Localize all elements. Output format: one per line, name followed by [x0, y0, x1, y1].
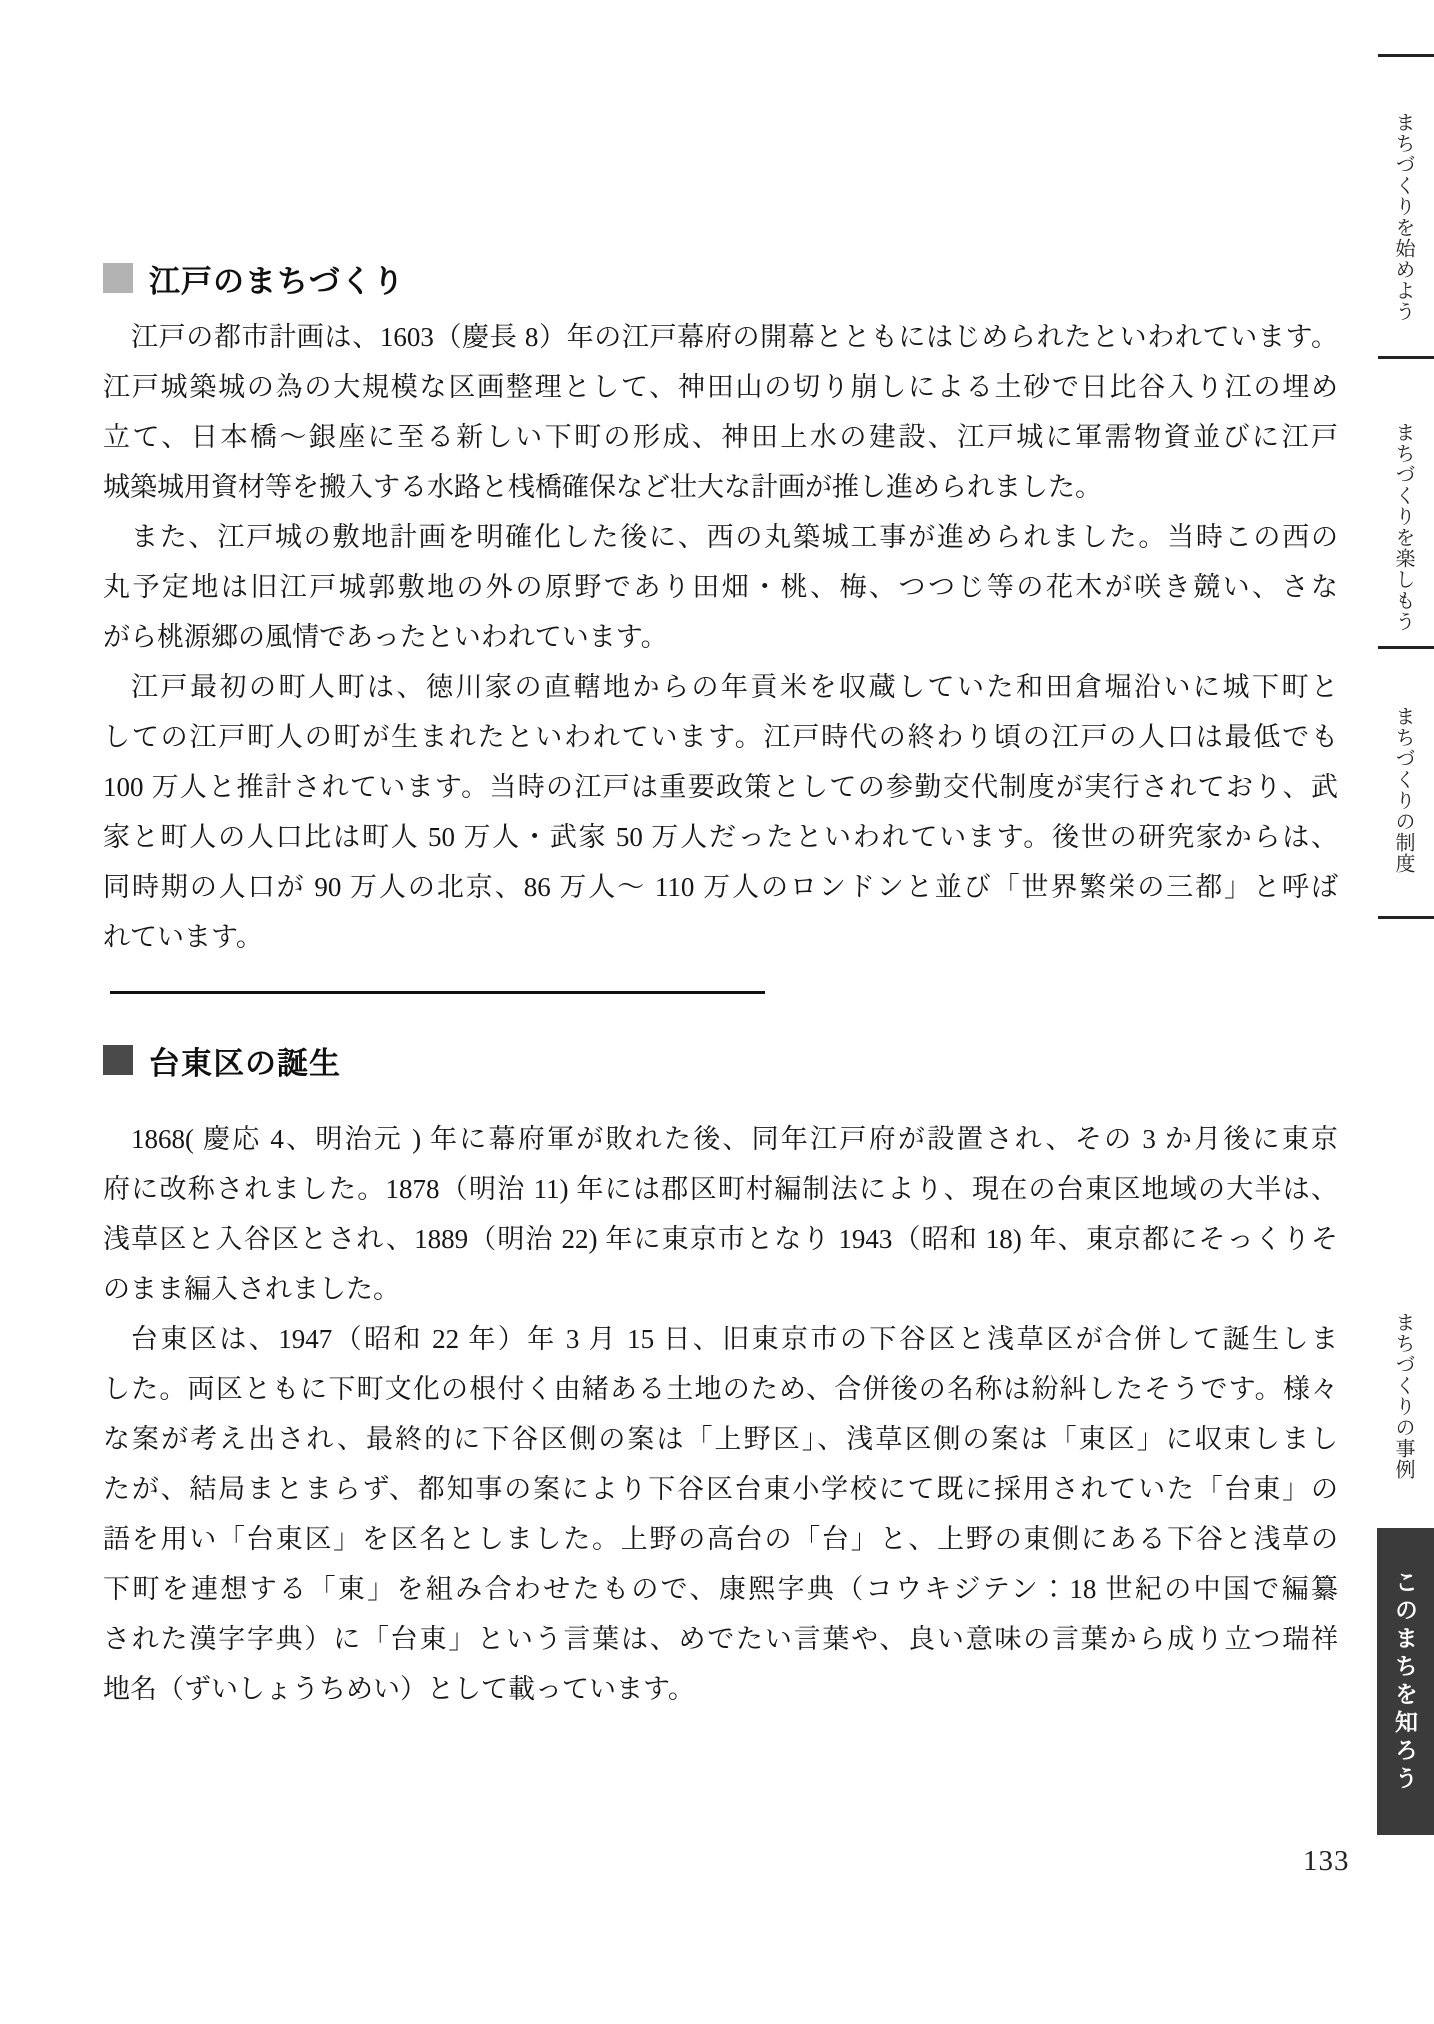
text-line: 家と町人の人口比は町人 50 万人・武家 50 万人だったといわれています。後世の研究家からは、	[103, 822, 1338, 852]
text-line: たが、結局まとまらず、都知事の案により下谷区台東小学校にて既に採用されていた「台東」の	[103, 1474, 1338, 1504]
sidebar-rule	[1378, 54, 1434, 57]
text-line: された漢字字典）に「台東」という言葉は、めでたい言葉や、良い意味の言葉から成り立つ瑞祥	[103, 1624, 1338, 1654]
text-line: な案が考え出され、最終的に下谷区側の案は「上野区」、浅草区側の案は「東区」に収束しまし	[103, 1424, 1338, 1454]
section-header	[103, 1038, 1338, 1082]
page-number: 133	[1303, 1845, 1350, 1877]
sidebar-tab-2: まちづくりの制度	[1392, 706, 1414, 874]
text-line: 江戸の都市計画は、1603（慶長 8）年の江戸幕府の開幕とともにはじめられたといわれています。	[131, 322, 1338, 352]
sidebar-tab-0: まちづくりを始めよう	[1392, 112, 1414, 322]
text-line: 同時期の人口が 90 万人の北京、86 万人～ 110 万人のロンドンと並び「世界繁栄の三都」と呼ば	[103, 872, 1338, 902]
text-line: のまま編入されました。	[103, 1274, 400, 1304]
text-line: 地名（ずいしょうちめい）として載っています。	[103, 1674, 695, 1704]
text-line: 江戸城築城の為の大規模な区画整理として、神田山の切り崩しによる土砂で日比谷入り江の埋め	[103, 372, 1338, 402]
text-line: また、江戸城の敷地計画を明確化した後に、西の丸築城工事が進められました。当時この西の	[131, 522, 1338, 552]
paragraph	[103, 1314, 1338, 1714]
section-0	[103, 256, 1338, 962]
edge-tab-sidebar	[1377, 0, 1434, 2024]
text-line: 台東区は、1947（昭和 22 年）年 3 月 15 日、旧東京市の下谷区と浅草区が合併して誕生しま	[131, 1324, 1338, 1354]
section-bullet-square	[103, 263, 133, 293]
text-line: 江戸最初の町人町は、徳川家の直轄地からの年貢米を収蔵していた和田倉堀沿いに城下町と	[131, 672, 1338, 702]
text-line: 100 万人と推計されています。当時の江戸は重要政策としての参勤交代制度が実行されており、武	[103, 772, 1338, 802]
text-line: した。両区ともに下町文化の根付く由緒ある土地のため、合併後の名称は紛糾したそうです。様々	[103, 1374, 1338, 1404]
paragraph	[103, 512, 1338, 662]
text-line: 府に改称されました。1878（明治 11) 年には郡区町村編制法により、現在の台東区地域の大半は、	[103, 1174, 1338, 1204]
paragraph	[103, 1114, 1338, 1314]
sidebar-tab-3: まちづくりの事例	[1392, 1312, 1414, 1480]
text-line: 語を用い「台東区」を区名としました。上野の高台の「台」と、上野の東側にある下谷と浅草の	[103, 1524, 1338, 1554]
text-line: 立て、日本橋～銀座に至る新しい下町の形成、神田上水の建設、江戸城に軍需物資並びに江戸	[103, 422, 1338, 452]
section-paragraphs	[103, 312, 1338, 962]
text-line: 城築城用資材等を搬入する水路と桟橋確保など壮大な計画が推し進められました。	[103, 472, 1102, 502]
text-line: 下町を連想する「東」を組み合わせたもので、康熙字典（コウキジテン：18 世紀の中国で編纂	[103, 1574, 1338, 1604]
paragraph	[103, 312, 1338, 512]
section-header	[103, 256, 1338, 300]
section-title: 江戸のまちづくり	[149, 263, 405, 299]
text-line: 丸予定地は旧江戸城郭敷地の外の原野であり田畑・桃、梅、つつじ等の花木が咲き競い、さな	[103, 572, 1338, 602]
sidebar-rule	[1378, 356, 1434, 359]
section-divider-rule	[110, 991, 765, 994]
text-line: れています。	[103, 922, 263, 952]
paragraph	[103, 662, 1338, 962]
text-line: がら桃源郷の風情であったといわれています。	[103, 622, 668, 652]
sidebar-tab-1: まちづくりを楽しもう	[1392, 422, 1414, 632]
sidebar-tab-active: このまちを知ろう	[1377, 1528, 1434, 1835]
text-line: しての江戸町人の町が生まれたといわれています。江戸時代の終わり頃の江戸の人口は最低でも	[103, 722, 1338, 752]
sidebar-rule	[1378, 916, 1434, 919]
section-paragraphs	[103, 1114, 1338, 1714]
text-line: 1868( 慶応 4、明治元 ) 年に幕府軍が敗れた後、同年江戸府が設置され、その 3 か月後に東京	[131, 1124, 1338, 1154]
section-bullet-square	[103, 1045, 133, 1075]
sidebar-rule	[1378, 646, 1434, 649]
section-1	[103, 1038, 1338, 1714]
section-title: 台東区の誕生	[149, 1045, 341, 1081]
text-line: 浅草区と入谷区とされ、1889（明治 22) 年に東京市となり 1943（昭和 18) 年、東京都にそっくりそ	[103, 1224, 1338, 1254]
